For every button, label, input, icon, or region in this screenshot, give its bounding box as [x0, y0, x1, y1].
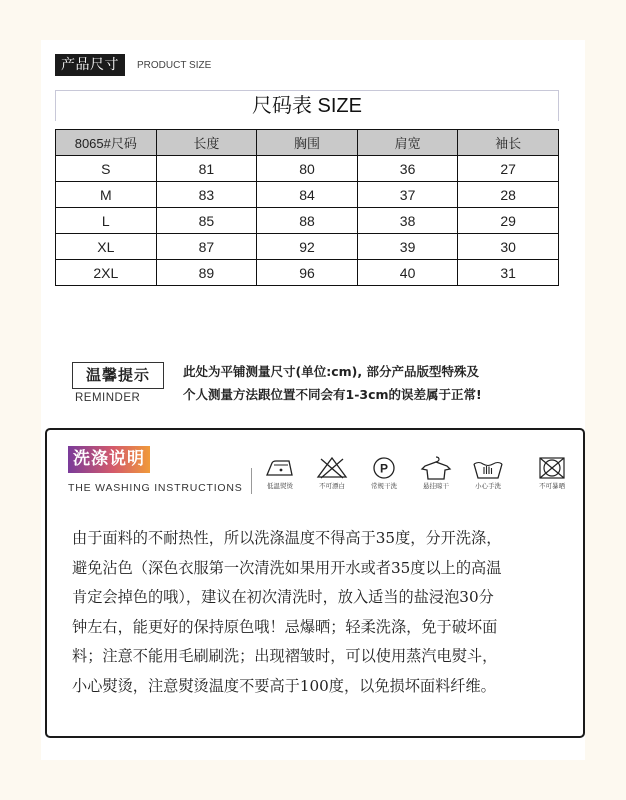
table-cell: 80 — [257, 156, 358, 182]
table-row — [56, 234, 559, 260]
icon-caption: 小心手洗 — [475, 482, 501, 490]
text-line: 避免沾色（深色衣服第一次清洗如果用开水或者35度以上的高温 — [72, 558, 502, 577]
divider — [251, 468, 252, 494]
no-tumble-dry-icon — [531, 456, 573, 490]
reminder-line-2: 个人测量方法跟位置不同会有1-3cm的误差属于正常! — [183, 387, 482, 402]
table-cell: 39 — [357, 234, 458, 260]
table-cell: 81 — [156, 156, 257, 182]
reminder-line-1: 此处为平铺测量尺寸(单位:cm), 部分产品版型特殊及 — [183, 364, 479, 379]
table-cell: XL — [56, 234, 157, 260]
column-header: 肩宽 — [357, 130, 458, 156]
table-cell: 40 — [357, 260, 458, 286]
no-bleach-icon — [311, 456, 353, 490]
hang-dry-icon — [415, 456, 457, 490]
table-cell: 27 — [458, 156, 559, 182]
icon-caption: 不可暴晒 — [539, 482, 565, 490]
table-cell: 30 — [458, 234, 559, 260]
washing-instructions-text — [72, 524, 564, 701]
size-chart-title: 尺码表 SIZE — [55, 90, 559, 121]
product-size-subtitle: PRODUCT SIZE — [137, 60, 212, 71]
text-line: 料；注意不能用毛刷刷洗；出现褶皱时，可以使用蒸汽电熨斗， — [72, 647, 498, 665]
text-line: 钟左右，能更好的保持原色哦！忌爆晒；轻柔洗涤，免于破坏面 — [72, 617, 498, 636]
icon-caption: 低温熨烫 — [267, 482, 293, 490]
table-cell: 87 — [156, 234, 257, 260]
size-table-header-row — [56, 130, 559, 156]
table-cell: L — [56, 208, 157, 234]
table-cell: 96 — [257, 260, 358, 286]
table-cell: 29 — [458, 208, 559, 234]
svg-text:P: P — [379, 461, 389, 476]
text-line: 小心熨烫，注意熨烫温度不要高于100度，以免损坏面料纤维。 — [72, 676, 496, 695]
product-size-badge: 产品尺寸 — [55, 54, 125, 76]
reminder-label-en: REMINDER — [75, 392, 141, 404]
table-cell: S — [56, 156, 157, 182]
hand-wash-icon — [467, 456, 509, 490]
table-cell: 89 — [156, 260, 257, 286]
washing-title-en: THE WASHING INSTRUCTIONS — [68, 482, 243, 494]
product-size-page — [41, 40, 585, 760]
icon-caption: 常规干洗 — [371, 482, 397, 490]
low-temp-iron-icon — [259, 456, 301, 490]
table-row — [56, 208, 559, 234]
table-cell: 28 — [458, 182, 559, 208]
table-cell: M — [56, 182, 157, 208]
table-row — [56, 182, 559, 208]
table-cell: 85 — [156, 208, 257, 234]
table-cell: 92 — [257, 234, 358, 260]
table-cell: 84 — [257, 182, 358, 208]
washing-instructions-box — [45, 428, 585, 738]
table-row — [56, 260, 559, 286]
icon-caption: 不可漂白 — [319, 482, 345, 490]
column-header: 袖长 — [458, 130, 559, 156]
table-cell: 88 — [257, 208, 358, 234]
text-line: 肯定会掉色的哦），建议在初次清洗时，放入适当的盐浸泡30分 — [72, 588, 494, 606]
size-table — [55, 129, 559, 286]
table-cell: 36 — [357, 156, 458, 182]
column-header: 长度 — [156, 130, 257, 156]
table-cell: 37 — [357, 182, 458, 208]
column-header: 胸围 — [257, 130, 358, 156]
icon-caption: 悬挂晾干 — [423, 482, 449, 490]
table-cell: 31 — [458, 260, 559, 286]
text-line: 由于面料的不耐热性，所以洗涤温度不得高于35度，分开洗涤， — [72, 529, 502, 547]
table-cell: 2XL — [56, 260, 157, 286]
dry-clean-p-icon — [363, 456, 405, 490]
table-row — [56, 156, 559, 182]
reminder-label: 温馨提示 — [72, 362, 164, 389]
table-cell: 83 — [156, 182, 257, 208]
table-cell: 38 — [357, 208, 458, 234]
column-header: 8065#尺码 — [56, 130, 157, 156]
washing-title: 洗涤说明 — [68, 446, 150, 473]
